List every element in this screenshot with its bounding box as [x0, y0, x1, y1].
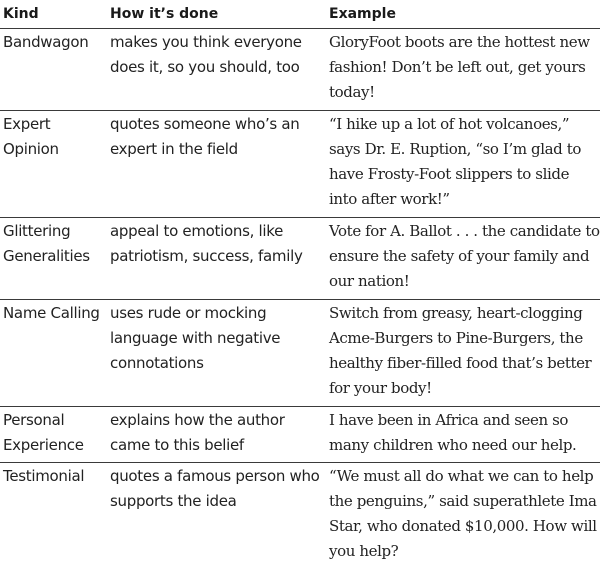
how-cell: quotes a famous person who supports the idea	[110, 467, 320, 510]
example-cell: GloryFoot boots are the hottest new fashion! Don’t be left out, get yours today!	[326, 29, 600, 111]
how-cell: uses rude or mocking language with negative connotations	[107, 300, 326, 407]
how-cell: quotes someone who’s an expert in the field	[107, 111, 326, 218]
kind-cell: Glittering Generalities	[0, 218, 107, 300]
table-row	[0, 407, 600, 463]
table-row	[0, 29, 600, 111]
column-header-how: How it’s done	[107, 0, 326, 29]
example-cell: “I hike up a lot of hot volcanoes,” says Dr. E. Ruption, “so I’m glad to have Frosty-Foot slippers to slide into after work!”	[326, 111, 600, 218]
table-row	[0, 300, 600, 407]
example-cell: Switch from greasy, heart-clogging Acme-Burgers to Pine-Burgers, the healthy fiber-filled food that’s better for your body!	[326, 300, 600, 407]
kind-cell: Name Calling	[0, 300, 107, 407]
table-body	[0, 29, 600, 564]
kind-cell: Expert Opinion	[0, 111, 107, 218]
how-cell: makes you think everyone does it, so you should, too	[107, 29, 326, 111]
kind-cell: Bandwagon	[0, 29, 107, 111]
example-cell: “We must all do what we can to help the penguins,” said superathlete Ima Star, who donated $10,000. How will you help?	[329, 467, 597, 560]
kind-cell: Personal Experience	[0, 407, 107, 463]
kind-cell: Testimonial	[3, 467, 85, 485]
table-row	[0, 218, 600, 300]
table-row	[0, 111, 600, 218]
table-row	[0, 463, 600, 564]
how-cell: explains how the author came to this belief	[107, 407, 326, 463]
column-header-example: Example	[326, 0, 600, 29]
how-cell: appeal to emotions, like patriotism, success, family	[107, 218, 326, 300]
example-cell: Vote for A. Ballot . . . the candidate to ensure the safety of your family and our nation!	[326, 218, 600, 300]
header-row	[0, 0, 600, 29]
column-header-kind: Kind	[0, 0, 107, 29]
example-cell: I have been in Africa and seen so many children who need our help.	[326, 407, 600, 463]
table-header	[0, 0, 600, 29]
